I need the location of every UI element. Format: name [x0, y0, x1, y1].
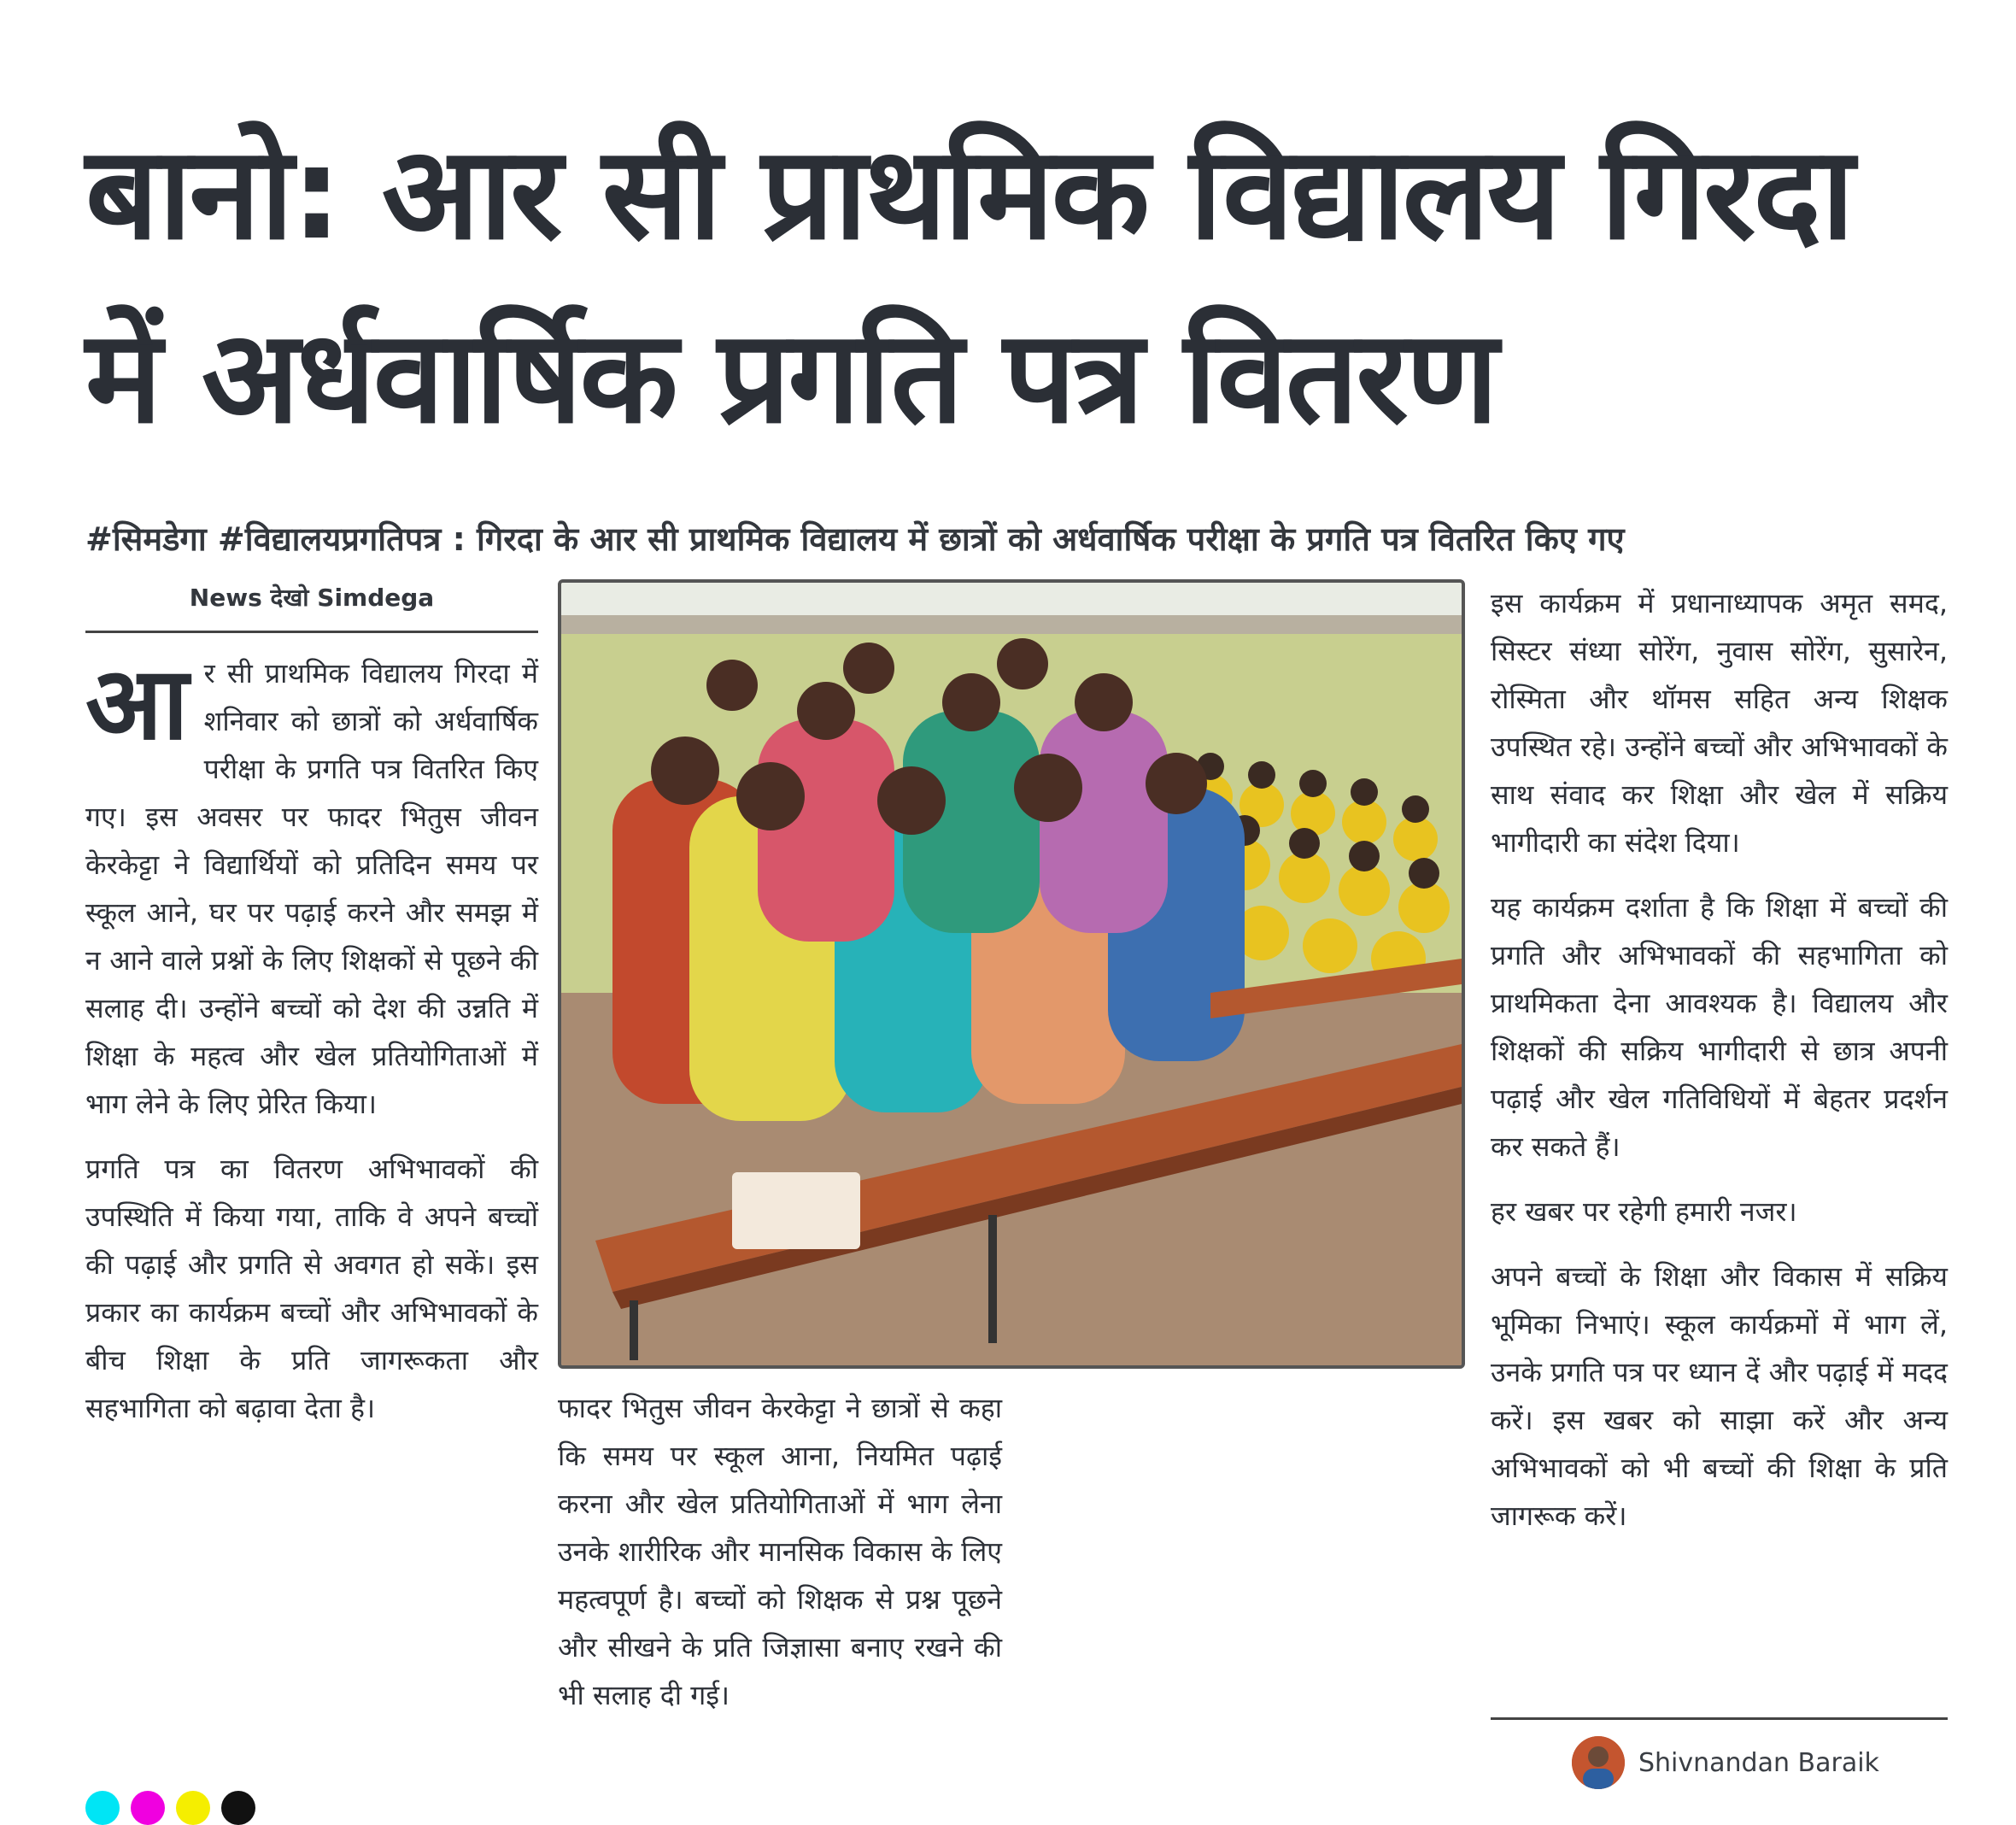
- black-dot: [221, 1791, 255, 1825]
- article-paragraph-6: हर खबर पर रहेगी हमारी नजर।: [1491, 1195, 1797, 1228]
- parents-students-seated-photo: [561, 583, 1462, 1365]
- event-photo: [558, 579, 1465, 1369]
- subheadline: #सिमडेगा #विद्यालयप्रगतिपत्र : गिरदा के आर सी प्राथमिक विद्यालय में छात्रों को अर्धवार्षिक परीक्षा के प्रगति पत्र वितरित किए गए: [85, 520, 1625, 558]
- person-icon: [1572, 1736, 1625, 1789]
- article-paragraph-7: अपने बच्चों के शिक्षा और विकास में सक्रिय भूमिका निभाएं। स्कूल कार्यक्रमों में भाग लें, उनके प्रगति पत्र पर ध्यान दें और पढ़ाई में मदद करें। इस खबर को साझा करें और अन्य अभिभावकों को भी बच्चों की शिक्षा के प्रति जागरूक करें।: [1491, 1260, 1948, 1532]
- article-paragraph-5: यह कार्यक्रम दर्शाता है कि शिक्षा में बच्चों की प्रगति और अभिभावकों की सहभागिता को प्राथमिकता देना आवश्यक है। विद्यालय और शिक्षकों की सक्रिय भागीदारी से छात्र अपनी पढ़ाई और खेल गतिविधियों में बेहतर प्रदर्शन कर सकते हैं।: [1491, 891, 1948, 1163]
- article-column-2: [558, 1384, 1002, 1736]
- byline-divider: [85, 631, 538, 633]
- paragraph-1-text: र सी प्राथमिक विद्यालय गिरदा में शनिवार को छात्रों को अर्धवार्षिक परीक्षा के प्रगति पत्र वितरित किए गए। इस अवसर पर फादर भितुस जीवन केरकेट्टा ने विद्यार्थियों को प्रतिदिन समय पर स्कूल आने, घर पर पढ़ाई करने और समझ में न आने वाले प्रश्नों के लिए शिक्षकों से पूछने की सलाह दी। उन्होंने बच्चों को देश की उन्नति में शिक्षा के महत्व और खेल प्रतियोगिताओं में भाग लेने के लिए प्रेरित किया।: [85, 657, 538, 1120]
- article-paragraph-3: फादर भितुस जीवन केरकेट्टा ने छात्रों से कहा कि समय पर स्कूल आना, नियमित पढ़ाई करना और खेल प्रतियोगिताओं में भाग लेना उनके शारीरिक और मानसिक विकास के लिए महत्वपूर्ण है। बच्चों को शिक्षक से प्रश्न पूछने और सीखने के प्रति जिज्ञासा बनाए रखने की भी सलाह दी गई।: [558, 1392, 1002, 1711]
- author-avatar: [1572, 1736, 1625, 1789]
- magenta-dot: [131, 1791, 165, 1825]
- author-credit: [1572, 1734, 1879, 1791]
- article-column-1: [85, 644, 538, 1449]
- byline: News देखो Simdega: [189, 584, 435, 612]
- cyan-dot: [85, 1791, 120, 1825]
- drop-cap: आ: [85, 644, 189, 762]
- print-color-marks: [85, 1791, 255, 1825]
- article-column-3: [1491, 579, 1948, 1557]
- author-divider: [1491, 1717, 1948, 1720]
- author-name: Shivnandan Baraik: [1638, 1747, 1879, 1778]
- article-paragraph-4: इस कार्यक्रम में प्रधानाध्यापक अमृत समद, सिस्टर संध्या सोरेंग, नुवास सोरेंग, सुसारेन, रोस्मिता और थॉमस सहित अन्य शिक्षक उपस्थित रहे। उन्होंने बच्चों और अभिभावकों के साथ संवाद कर शिक्षा और खेल में सक्रिय भागीदारी का संदेश दिया।: [1491, 587, 1948, 859]
- article-paragraph-1: [85, 644, 538, 1128]
- headline: बानो: आर सी प्राथमिक विद्यालय गिरदा में अर्धवार्षिक प्रगति पत्र वितरण: [85, 120, 1852, 452]
- yellow-dot: [176, 1791, 210, 1825]
- article-paragraph-2: प्रगति पत्र का वितरण अभिभावकों की उपस्थिति में किया गया, ताकि वे अपने बच्चों की पढ़ाई और प्रगति से अवगत हो सकें। इस प्रकार का कार्यक्रम बच्चों और अभिभावकों के बीच शिक्षा के प्रति जागरूकता और सहभागिता को बढ़ावा देता है।: [85, 1153, 538, 1424]
